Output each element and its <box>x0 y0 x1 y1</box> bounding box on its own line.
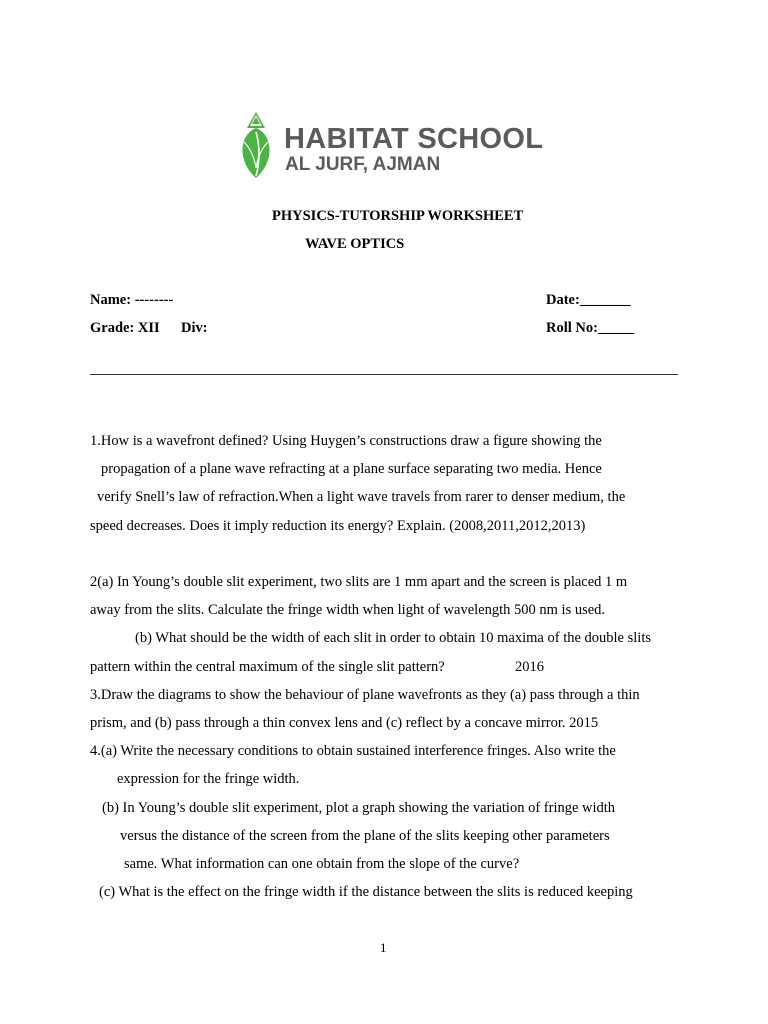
grade-field: Grade: XII <box>90 320 160 336</box>
question-3-line-1: 3.Draw the diagrams to show the behaviour of plane wavefronts as they (a) pass through a thin <box>90 687 640 703</box>
question-4-line-2: expression for the fringe width. <box>117 771 300 787</box>
page-number: 1 <box>380 940 387 955</box>
question-1-line-3: verify Snell’s law of refraction.When a light wave travels from rarer to denser medium, the <box>97 489 626 505</box>
school-logo <box>238 112 544 182</box>
question-4-line-3: (b) In Young’s double slit experiment, plot a graph showing the variation of fringe width <box>102 800 616 816</box>
question-1-line-1: 1.How is a wavefront defined? Using Huygen’s constructions draw a figure showing the <box>90 433 602 449</box>
worksheet-subtitle: WAVE OPTICS <box>305 236 405 252</box>
question-2-line-1: 2(a) In Young’s double slit experiment, two slits are 1 mm apart and the screen is placed 1 m <box>90 574 628 590</box>
date-field: Date:_______ <box>546 292 631 308</box>
question-2-line-2: away from the slits. Calculate the fringe width when light of wavelength 500 nm is used. <box>90 602 606 618</box>
question-4-line-4: versus the distance of the screen from the plane of the slits keeping other parameters <box>120 828 610 844</box>
div-field: Div: <box>181 320 208 336</box>
question-4-line-1: 4.(a) Write the necessary conditions to obtain sustained interference fringes. Also write the <box>90 743 616 759</box>
question-4-line-5: same. What information can one obtain from the slope of the curve? <box>124 856 520 872</box>
name-field: Name: -------- <box>90 292 174 308</box>
question-2-line-4: pattern within the central maximum of the single slit pattern? <box>90 659 445 675</box>
question-1-line-2: propagation of a plane wave refracting at a plane surface separating two media. Hence <box>101 461 602 477</box>
question-3-line-2: prism, and (b) pass through a thin convex lens and (c) reflect by a concave mirror. 2015 <box>90 715 599 731</box>
logo-school-name: HABITAT SCHOOL <box>284 123 544 155</box>
question-1-line-4: speed decreases. Does it imply reduction its energy? Explain. (2008,2011,2012,2013) <box>90 518 586 534</box>
question-2-line-3: (b) What should be the width of each slit in order to obtain 10 maxima of the double slits <box>135 630 651 646</box>
divider-line <box>90 374 678 375</box>
worksheet-title: PHYSICS-TUTORSHIP WORKSHEET <box>272 208 524 224</box>
logo-location: AL JURF, AJMAN <box>285 154 441 175</box>
pencil-leaf-icon <box>238 112 274 180</box>
question-4-line-6: (c) What is the effect on the fringe width if the distance between the slits is reduced keeping <box>99 884 633 900</box>
roll-no-field: Roll No:_____ <box>546 320 635 336</box>
question-2-year: 2016 <box>515 659 544 675</box>
